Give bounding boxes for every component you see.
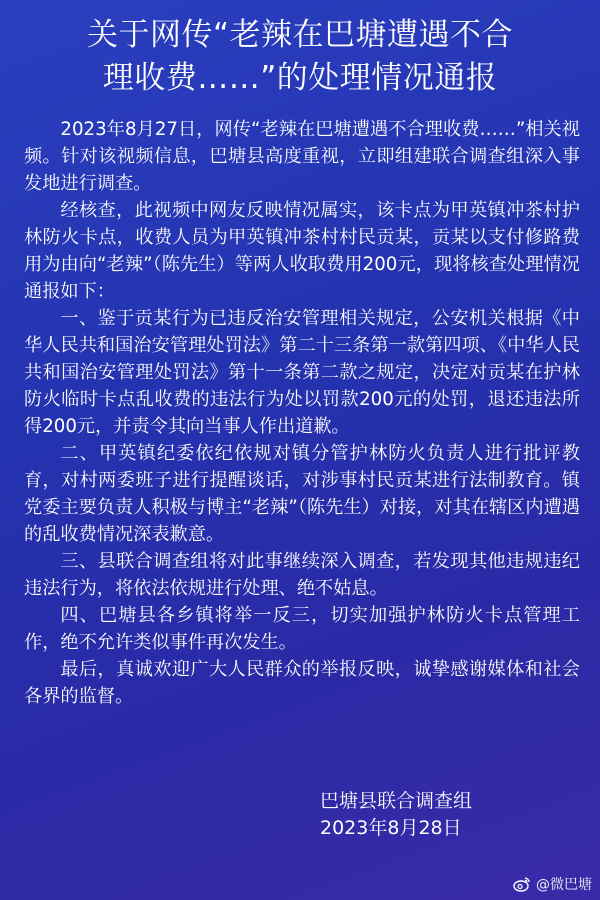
signature-date: 2023年8月28日 — [320, 817, 462, 839]
paragraph-findings: 经核查，此视频中网友反映情况属实，该卡点为甲英镇冲茶村护林防火卡点，收费人员为甲英镇冲茶村村民贡某，贡某以支付修路费用为由向“老辣”（陈先生）等两人收取费用200元，现将核查处理情况通报如下： — [24, 200, 580, 302]
paragraph-item-4: 四、巴塘县各乡镇将举一反三，切实加强护林防火卡点管理工作，绝不允许类似事件再次发生。 — [24, 605, 580, 653]
paragraph-item-2: 二、甲英镇纪委依纪依规对镇分管护林防火负责人进行批评教育，对村两委班子进行提醒谈话，对涉事村民贡某进行法制教育。镇党委主要负责人积极与博主“老辣”（陈先生）对接，对其在辖区内遭遇的乱收费情况深表歉意。 — [24, 443, 580, 545]
notice-body — [24, 116, 580, 710]
title-line-2: 理收费……”的处理情况通报 — [102, 60, 498, 96]
weibo-watermark — [513, 874, 592, 894]
title-line-1: 关于网传“老辣在巴塘遭遇不合 — [86, 17, 514, 53]
paragraph-item-3: 三、县联合调查组将对此事继续深入调查，若发现其他违规违纪违法行为，将依法依规进行处理、绝不姑息。 — [24, 551, 580, 599]
paragraph-closing: 最后，真诚欢迎广大人民群众的举报反映，诚挚感谢媒体和社会各界的监督。 — [24, 659, 580, 707]
weibo-icon — [513, 875, 531, 893]
paragraph-item-1: 一、鉴于贡某行为已违反治安管理相关规定，公安机关根据《中华人民共和国治安管理处罚法》第二十三条第一款第四项、《中华人民共和国治安管理处罚法》第十一条第二款之规定，决定对贡某在护林防火临时卡点乱收费的违法行为处以罚款200元的处罚，退还违法所得200元，并责令其向当事人作出道歉。 — [24, 308, 580, 437]
notice-title — [20, 14, 580, 100]
signature-block — [320, 788, 472, 842]
paragraph-intro: 2023年8月27日，网传“老辣在巴塘遭遇不合理收费……”相关视频。针对该视频信息，巴塘县高度重视，立即组建联合调查组深入事发地进行调查。 — [24, 119, 580, 194]
watermark-text: @微巴塘 — [536, 877, 592, 893]
signature-org: 巴塘县联合调查组 — [320, 790, 473, 812]
